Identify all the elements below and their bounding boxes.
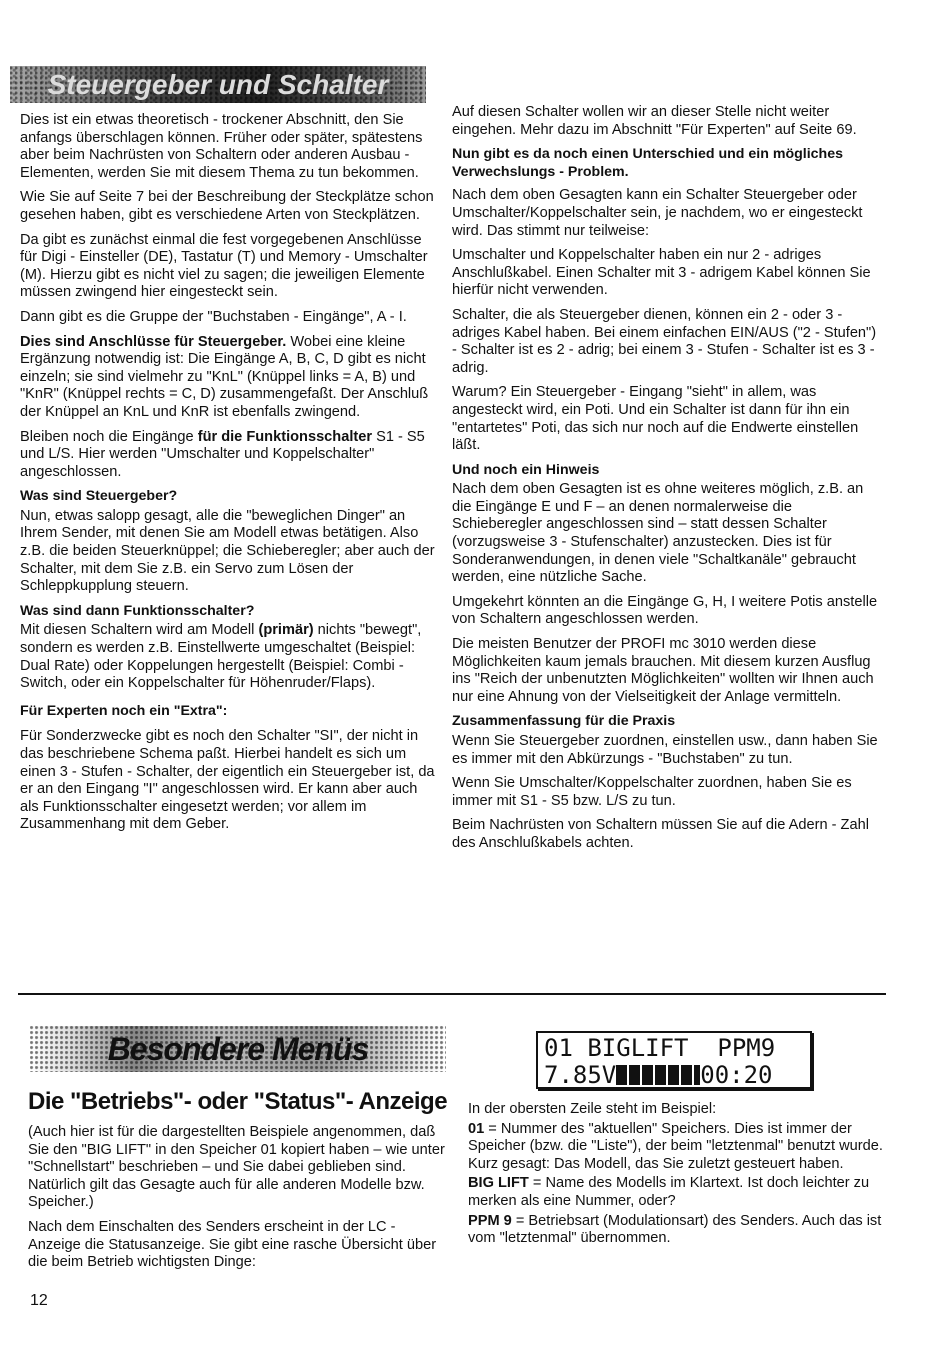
paragraph: Wenn Sie Steuergeber zuordnen, einstellen usw., dann haben Sie es immer mit den Abkürzungs - "Buchstaben" zu tun.: [452, 733, 878, 767]
bold-phrase: (primär): [258, 622, 314, 639]
paragraph-text: nichts "bewegt", sondern es werden z.B. Einstellwerte umgeschaltet (Beispiel: Dual Rate) oder Koppelungen hergestellt (Beispiel: Combi - Switch, oder ein Koppelschalter für Höhenruder/Flaps).: [20, 622, 422, 692]
lcd-line-2: [544, 1062, 804, 1089]
paragraph: Da gibt es zunächst einmal die fest vorgegebenen Anschlüsse für Digi - Einsteller (DE), Tastatur (T) und Memory - Umschalter (M). Hierzu gibt es nicht viel zu sagen; die jeweiligen Elemente müssen zwingend hier eingesteckt sein.: [20, 231, 428, 301]
paragraph: [468, 1121, 888, 1174]
bold-term: PPM 9: [468, 1212, 512, 1229]
subheading: Für Experten noch ein "Extra":: [20, 702, 228, 719]
section-banner-top: [10, 66, 426, 103]
paragraph: [20, 334, 438, 422]
banner-title: Besondere Menüs: [107, 1030, 369, 1067]
paragraph: [468, 1175, 888, 1210]
lcd-timer: 00:20: [700, 1061, 773, 1089]
subheading: Nun gibt es da noch einen Unterschied und ein mögliches Verwechslungs - Problem.: [452, 146, 843, 180]
paragraph: [20, 622, 438, 692]
left-column-lower: [28, 1124, 446, 1279]
paragraph: (Auch hier ist für die dargestellten Beispiele angenommen, daß Sie den "BIG LIFT" in den Speicher 01 kopiert haben – wie unter "Schnellstart" beschrieben – und Sie dabei geblieben sind. Natürlich gilt das Gesagte auch für alle anderen Modelle bzw. Speicher.): [28, 1124, 445, 1211]
paragraph: Beim Nachrüsten von Schaltern müssen Sie auf die Adern - Zahl des Anschlußkabels achten.: [452, 817, 869, 851]
paragraph: Für Sonderzwecke gibt es noch den Schalter "SI", der nicht in das beschriebene Schema paßt. Hierbei handelt es sich um einen 3 - Stufen - Schalter, der eigentlich ein Steuergeber ist, da er an den Eingang "I" angeschlossen wird. Er kann aber auch als Funktionsschalter eingesetzt werden; vor allem im Zusammenhang mit dem Geber.: [20, 728, 435, 833]
subheading: Zusammenfassung für die Praxis: [452, 713, 676, 730]
right-column-lower: [468, 1101, 888, 1255]
lcd-voltage: 7.85V: [544, 1061, 617, 1089]
paragraph: Die meisten Benutzer der PROFI mc 3010 werden diese Möglichkeiten kaum jemals brauchen. Mit diesem kurzen Ausflug ins "Reich der unbenutzten Möglichkeiten" wollten wir Ihnen auch nur eine Ahnung von der Vielseitigkeit der Anlage vermitteln.: [452, 636, 874, 705]
paragraph: Umgekehrt könnten an die Eingänge G, H, I weitere Potis anstelle von Schaltern angeschlossen werden.: [452, 593, 878, 628]
paragraph: Dann gibt es die Gruppe der "Buchstaben - Eingänge", A - I.: [20, 308, 407, 325]
battery-bar-icon: [616, 1065, 700, 1085]
paragraph: Schalter, die als Steuergeber dienen, können ein 2 - oder 3 - adriges Kabel haben. Bei einem einfachen EIN/AUS ("2 - Stufen") - Schalter ist es 2 - adrig; bei einem 3 - Stufen - Schalter ist es 3 - adrig.: [452, 306, 877, 376]
paragraph: In der obersten Zeile steht im Beispiel:: [468, 1101, 717, 1117]
paragraph-text: = Betriebsart (Modulationsart) des Senders. Auch das ist vom "letztenmal" übernommen.: [468, 1212, 882, 1247]
lcd-line-1: 01 BIGLIFT PPM9: [544, 1034, 776, 1062]
paragraph: Wenn Sie Umschalter/Koppelschalter zuordnen, haben Sie es immer mit S1 - S5 bzw. L/S zu tun.: [452, 775, 852, 809]
paragraph-text: = Nummer des "aktuellen" Speichers. Dies ist immer der Speicher (bzw. die "Liste"), der beim "letztenmal" benutzt wurde. Kurz gesagt: Das Modell, das Sie zuletzt gesteuert haben.: [468, 1120, 883, 1172]
banner-title: Steuergeber und Schalter: [47, 68, 389, 100]
bold-lead: Dies sind Anschlüsse für Steuergeber.: [20, 333, 287, 350]
right-column: [452, 104, 884, 860]
paragraph-text: = Name des Modells im Klartext. Ist doch leichter zu merken als eine Nummer, oder?: [468, 1175, 870, 1209]
paragraph: [20, 429, 438, 482]
paragraph: Dies ist ein etwas theoretisch - trockener Abschnitt, den Sie anfangs überschlagen können. Früher oder später, spätestens aber beim Nachrüsten von Schaltern oder anderen Ausbau - Elementen, werden Sie mit diesem Thema zu tun bekommen.: [20, 112, 423, 181]
paragraph: Auf diesen Schalter wollen wir an dieser Stelle nicht weiter eingehen. Mehr dazu im Abschnitt "Für Experten" auf Seite 69.: [452, 104, 857, 138]
bold-phrase: für die Funktionsschalter: [197, 428, 373, 445]
subheading: Und noch ein Hinweis: [452, 461, 600, 478]
paragraph-text: Bleiben noch die Eingänge: [20, 428, 198, 445]
paragraph: Warum? Ein Steuergeber - Eingang "sieht" in allem, was angesteckt wird, ein Poti. Und ein Schalter ist dann für ihn ein "entartetes" Poti, das sich nur noch auf die Endwerte einstellen läßt.: [452, 384, 859, 454]
paragraph: Nach dem Einschalten des Senders erscheint in der LC - Anzeige die Statusanzeige. Sie gibt eine rasche Übersicht über die beim Betrieb wichtigsten Dinge:: [28, 1218, 437, 1271]
paragraph: [468, 1213, 888, 1248]
bold-term: 01: [468, 1120, 485, 1137]
paragraph: Wie Sie auf Seite 7 bei der Beschreibung der Steckplätze schon gesehen haben, gibt es verschiedene Arten von Steckplätzen.: [20, 189, 434, 223]
bold-term: BIG LIFT: [468, 1175, 529, 1192]
paragraph-text: Wobei eine kleine Ergänzung notwendig ist: Die Eingänge A, B, C, D gibt es nicht einzeln; sie sind vielmehr zu "KnL" (Knüppel links = A, B) und "KnR" (Knüppel rechts = C, D) zusammengefaßt. Der Anschluß der Knüppel an KnL und KnR ist ebenfalls zwingend.: [20, 333, 429, 420]
subheading: Was sind Steuergeber?: [20, 488, 178, 505]
paragraph: Nun, etwas salopp gesagt, alle die "beweglichen Dinger" an Ihrem Sender, mit denen Sie am Modell etwas betätigen. Also z.B. die beiden Steuerknüppel; die Schieberegler; aber auch der Schalter, mit dem Sie z.B. ein Servo zum Lösen der Schleppkupplung steuern.: [20, 507, 435, 595]
paragraph-text: Mit diesen Schaltern wird am Modell: [20, 622, 259, 639]
paragraph: Nach dem oben Gesagten kann ein Schalter Steuergeber oder Umschalter/Koppelschalter sein, je nachdem, wo er eingesteckt wird. Das stimmt nur teilweise:: [452, 187, 863, 239]
subheading: Was sind dann Funktionsschalter?: [20, 602, 255, 619]
paragraph: Umschalter und Koppelschalter haben ein nur 2 - adriges Anschlußkabel. Einen Schalter mit 3 - adrigem Kabel können Sie hierfür nicht verwenden.: [452, 247, 871, 299]
section-heading: Die "Betriebs"- oder "Status"- Anzeige: [28, 1088, 448, 1115]
paragraph: Nach dem oben Gesagten ist es ohne weiteres möglich, z.B. an die Eingänge E und F – an denen normalerweise die Schieberegler angeschlossen sind – statt dessen Schalter (vorzugsweise 3 - Stufenschalter) anzustecken. Dies ist für Sonderanwendungen, in denen viele "Schaltkanäle" gebraucht werden, eine nützliche Sache.: [452, 481, 864, 586]
lcd-display: [536, 1031, 812, 1089]
section-divider: [18, 993, 886, 995]
left-column: [20, 112, 438, 841]
page-number: 12: [30, 1292, 48, 1309]
section-banner-bottom: [30, 1026, 446, 1072]
paragraph-text: S1 - S5 und L/S. Hier werden "Umschalter und Koppelschalter" angeschlossen.: [20, 428, 425, 480]
